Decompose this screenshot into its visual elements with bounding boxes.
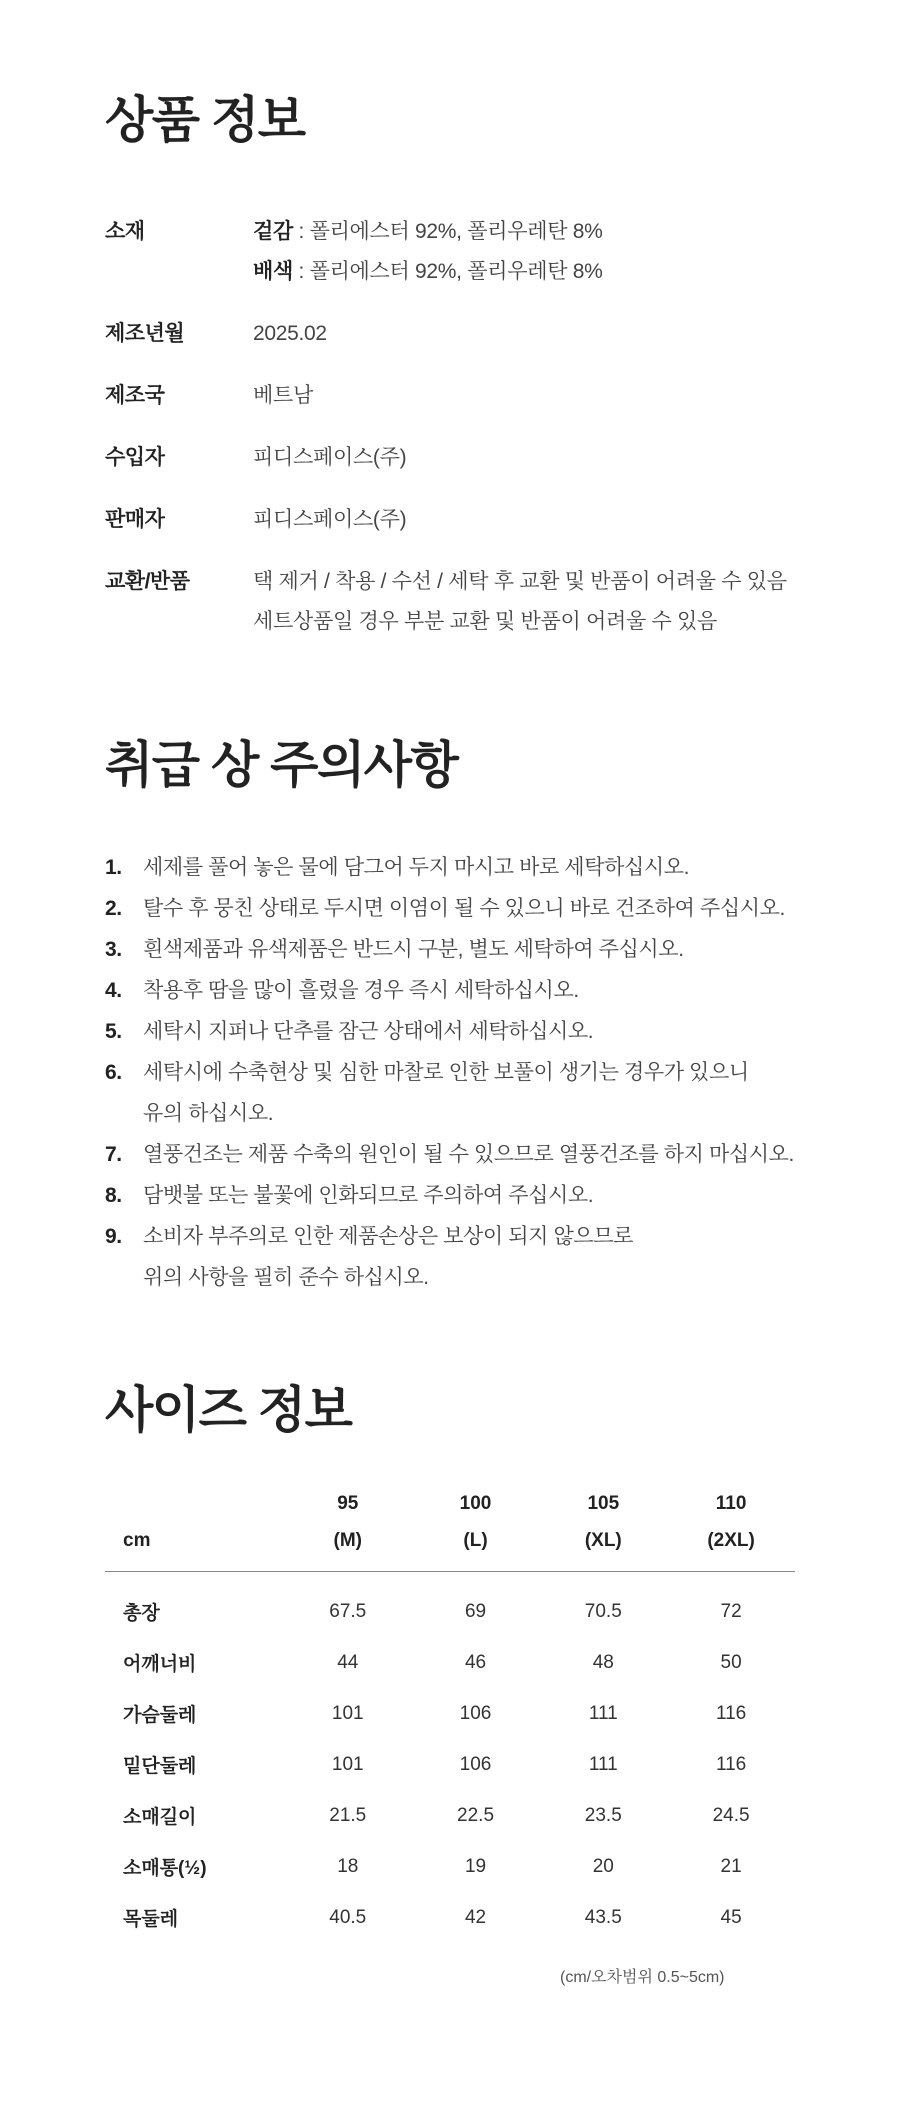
table-cell: 48 <box>592 1651 614 1673</box>
material-trim-value: : 폴리에스터 92%, 폴리우레탄 8% <box>292 260 603 283</box>
table-cell: 24.5 <box>712 1804 750 1826</box>
info-label-country: 제조국 <box>105 384 165 407</box>
info-label-importer: 수입자 <box>105 446 165 469</box>
material-outer-line <box>253 212 602 252</box>
care-item-number: 1. <box>105 856 122 879</box>
table-cell: 44 <box>337 1651 359 1673</box>
size-header-label: (M) <box>333 1530 362 1551</box>
info-label-material: 소재 <box>105 220 145 243</box>
row-label: 소매길이 <box>123 1807 197 1828</box>
size-header-number: 100 <box>459 1493 492 1514</box>
care-item-line: 열풍건조는 제품 수축의 원인이 될 수 있으므로 열풍건조를 하지 마십시오. <box>143 1143 794 1166</box>
size-header-number: 95 <box>337 1493 359 1514</box>
care-item-line: 흰색제품과 유색제품은 반드시 구분, 별도 세탁하여 주십시오. <box>143 938 684 961</box>
size-header-label: (L) <box>463 1530 488 1551</box>
size-title: 사이즈 정보 <box>105 1382 352 1438</box>
table-cell: 70.5 <box>584 1600 622 1622</box>
care-item-text <box>143 888 865 929</box>
care-item-text <box>143 1052 865 1134</box>
product-info-table <box>105 212 825 664</box>
size-header-cell <box>284 1485 412 1572</box>
info-row-material <box>105 212 825 292</box>
row-label: 소매통(½) <box>123 1858 207 1879</box>
info-value-mfg-date: 2025.02 <box>253 322 327 345</box>
size-header-cell <box>539 1485 667 1572</box>
care-item-text <box>143 970 865 1011</box>
info-value-material <box>253 212 602 292</box>
table-row <box>105 1572 795 1638</box>
size-header-label: (2XL) <box>707 1530 755 1551</box>
care-item-line: 탈수 후 뭉친 상태로 두시면 이염이 될 수 있으니 바로 건조하여 주십시오. <box>143 897 785 920</box>
table-cell: 18 <box>337 1855 359 1877</box>
table-row <box>105 1892 795 1943</box>
care-item <box>105 847 865 888</box>
size-header-row <box>105 1485 795 1572</box>
table-cell: 21.5 <box>329 1804 367 1826</box>
care-item-line: 유의 하십시오. <box>143 1102 274 1125</box>
table-row <box>105 1841 795 1892</box>
care-item-line: 소비자 부주의로 인한 제품손상은 보상이 되지 않으므로 <box>143 1225 633 1248</box>
table-row <box>105 1739 795 1790</box>
care-item <box>105 1134 865 1175</box>
material-trim-label: 배색 <box>253 260 293 283</box>
care-item-number: 5. <box>105 1020 122 1043</box>
care-item <box>105 970 865 1011</box>
care-item-line: 위의 사항을 필히 준수 하십시오. <box>143 1266 429 1289</box>
info-row-exchange <box>105 562 825 642</box>
material-trim-line <box>253 252 602 292</box>
table-row <box>105 1637 795 1688</box>
size-header-label: (XL) <box>584 1530 622 1551</box>
info-label-mfg-date: 제조년월 <box>105 322 185 345</box>
table-cell: 116 <box>715 1702 747 1724</box>
care-item-text <box>143 1134 865 1175</box>
care-item <box>105 929 865 970</box>
table-row <box>105 1790 795 1841</box>
material-outer-value: : 폴리에스터 92%, 폴리우레탄 8% <box>292 220 603 243</box>
row-label: 어깨너비 <box>123 1654 197 1675</box>
care-item-line: 세탁시에 수축현상 및 심한 마찰로 인한 보풀이 생기는 경우가 있으니 <box>143 1061 749 1084</box>
info-value-exchange <box>253 562 787 642</box>
product-info-title: 상품 정보 <box>105 92 305 148</box>
table-cell: 22.5 <box>457 1804 495 1826</box>
size-table <box>105 1485 795 1943</box>
material-outer-label: 겉감 <box>253 220 293 243</box>
table-cell: 67.5 <box>329 1600 367 1622</box>
info-row-mfg-date <box>105 314 825 354</box>
care-item-line: 담뱃불 또는 불꽃에 인화되므로 주의하여 주십시오. <box>143 1184 594 1207</box>
care-item-text <box>143 929 865 970</box>
table-cell: 45 <box>720 1906 742 1928</box>
row-label: 총장 <box>123 1603 160 1624</box>
row-label: 가슴둘레 <box>123 1705 197 1726</box>
size-header-cell <box>667 1485 795 1572</box>
care-item-number: 9. <box>105 1225 122 1248</box>
care-title: 취급 상 주의사항 <box>105 737 458 793</box>
table-cell: 116 <box>715 1753 747 1775</box>
size-note: (cm/오차범위 0.5~5cm) <box>560 1969 725 1986</box>
row-label: 목둘레 <box>123 1909 179 1930</box>
care-item-number: 8. <box>105 1184 122 1207</box>
care-item-line: 착용후 땀을 많이 흘렸을 경우 즉시 세탁하십시오. <box>143 979 579 1002</box>
table-cell: 111 <box>588 1753 618 1775</box>
care-item <box>105 888 865 929</box>
care-item-number: 7. <box>105 1143 122 1166</box>
info-value-country: 베트남 <box>253 384 313 407</box>
table-cell: 101 <box>331 1702 364 1724</box>
table-cell: 42 <box>464 1906 487 1928</box>
care-list <box>105 847 865 1298</box>
size-header-number: 110 <box>715 1493 747 1514</box>
info-row-importer <box>105 438 825 478</box>
care-item-number: 3. <box>105 938 122 961</box>
info-label-seller: 판매자 <box>105 508 165 531</box>
care-item-number: 2. <box>105 897 122 920</box>
table-cell: 23.5 <box>584 1804 622 1826</box>
care-item <box>105 1175 865 1216</box>
table-cell: 101 <box>331 1753 364 1775</box>
info-value-seller: 피디스페이스(주) <box>253 508 407 531</box>
table-cell: 40.5 <box>329 1906 367 1928</box>
care-item-number: 6. <box>105 1061 122 1084</box>
table-cell: 69 <box>464 1600 487 1622</box>
care-item-text <box>143 1216 865 1298</box>
care-item <box>105 1216 865 1298</box>
table-cell: 19 <box>464 1855 487 1877</box>
table-cell: 20 <box>592 1855 614 1877</box>
table-cell: 111 <box>588 1702 618 1724</box>
info-value-importer: 피디스페이스(주) <box>253 446 407 469</box>
exchange-line-1: 택 제거 / 착용 / 수선 / 세탁 후 교환 및 반품이 어려울 수 있음 <box>253 570 787 593</box>
care-item-number: 4. <box>105 979 122 1002</box>
size-header-cell <box>412 1485 540 1572</box>
info-label-exchange: 교환/반품 <box>105 570 190 593</box>
exchange-line-2: 세트상품일 경우 부분 교환 및 반품이 어려울 수 있음 <box>253 610 717 633</box>
care-item-line: 세탁시 지퍼나 단추를 잠근 상태에서 세탁하십시오. <box>143 1020 594 1043</box>
size-unit-label: cm <box>105 1485 284 1572</box>
care-item-text <box>143 847 865 888</box>
table-cell: 21 <box>720 1855 742 1877</box>
info-row-seller <box>105 500 825 540</box>
care-item-line: 세제를 풀어 놓은 물에 담그어 두지 마시고 바로 세탁하십시오. <box>143 856 690 879</box>
table-cell: 106 <box>459 1702 492 1724</box>
table-row <box>105 1688 795 1739</box>
care-item <box>105 1052 865 1134</box>
info-row-country <box>105 376 825 416</box>
table-cell: 72 <box>720 1600 742 1622</box>
care-item <box>105 1011 865 1052</box>
table-cell: 50 <box>720 1651 742 1673</box>
row-label: 밑단둘레 <box>123 1756 197 1777</box>
care-item-text <box>143 1011 865 1052</box>
table-cell: 46 <box>464 1651 487 1673</box>
table-cell: 43.5 <box>584 1906 622 1928</box>
size-header-number: 105 <box>587 1493 620 1514</box>
care-item-text <box>143 1175 865 1216</box>
table-cell: 106 <box>459 1753 492 1775</box>
